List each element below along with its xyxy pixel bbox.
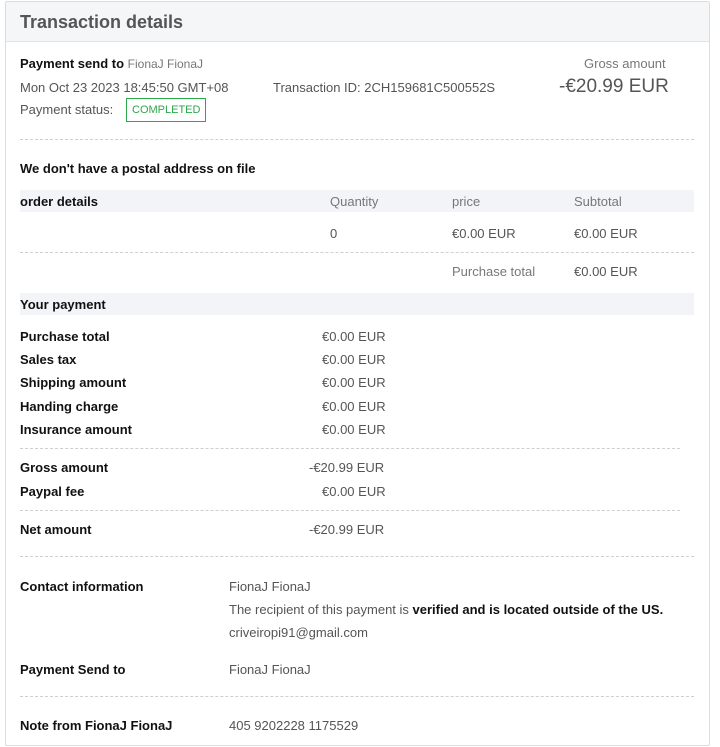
divider <box>20 510 680 511</box>
note-value: 405 9202228 1175529 <box>229 718 359 733</box>
payment-line-value: €0.00 EUR <box>322 352 386 367</box>
column-subtotal: Subtotal <box>574 194 622 209</box>
payment-send-to-line <box>20 56 203 71</box>
divider <box>20 139 694 140</box>
payment-line-label: Insurance amount <box>20 422 132 437</box>
divider <box>20 448 680 449</box>
payment-status-label: Payment status: <box>20 102 114 117</box>
gross-amount-label: Gross amount <box>584 56 666 71</box>
gross-amount-row-label: Gross amount <box>20 460 109 475</box>
order-subtotal: €0.00 EUR <box>574 226 638 241</box>
paypal-fee-value: €0.00 EUR <box>322 484 386 499</box>
transaction-datetime: Mon Oct 23 2023 18:45:50 GMT+08 <box>20 80 229 95</box>
transaction-id: Transaction ID: 2CH159681C500552S <box>273 80 496 95</box>
payment-line-value: €0.00 EUR <box>322 422 386 437</box>
gross-amount-value: -€20.99 EUR <box>559 76 669 97</box>
payment-send-to-label: Payment Send to <box>20 662 126 677</box>
paypal-fee-label: Paypal fee <box>20 484 85 499</box>
postal-notice: We don't have a postal address on file <box>20 161 256 176</box>
status-badge: COMPLETED <box>126 98 206 122</box>
payment-line-label: Shipping amount <box>20 375 127 390</box>
column-order-details: order details <box>20 194 99 209</box>
verification-bold-text: verified and is located outside of the US. <box>412 602 664 617</box>
purchase-total-label: Purchase total <box>452 264 536 279</box>
payment-line-label: Purchase total <box>20 329 110 344</box>
column-quantity: Quantity <box>330 194 379 209</box>
card-title: Transaction details <box>6 2 709 42</box>
column-price: price <box>452 194 481 209</box>
divider <box>20 252 694 253</box>
net-amount-label: Net amount <box>20 522 92 537</box>
payment-send-to-value: FionaJ FionaJ <box>229 662 311 677</box>
verification-text: The recipient of this payment is <box>229 602 413 617</box>
your-payment-title: Your payment <box>20 297 106 312</box>
gross-amount-row-value: -€20.99 EUR <box>309 460 385 475</box>
note-label: Note from FionaJ FionaJ <box>20 718 173 733</box>
send-to-name: FionaJ FionaJ <box>127 57 204 71</box>
divider <box>20 696 694 697</box>
divider <box>20 556 694 557</box>
verification-notice <box>229 602 663 617</box>
contact-email[interactable]: criveiropi91@gmail.com <box>229 625 368 640</box>
order-quantity: 0 <box>330 226 338 241</box>
net-amount-value: -€20.99 EUR <box>309 522 385 537</box>
payment-line-value: €0.00 EUR <box>322 399 386 414</box>
purchase-total-value: €0.00 EUR <box>574 264 638 279</box>
your-payment-header <box>20 293 694 315</box>
contact-information-label: Contact information <box>20 579 144 594</box>
order-price: €0.00 EUR <box>452 226 516 241</box>
transaction-details-card <box>5 1 710 746</box>
contact-name: FionaJ FionaJ <box>229 579 311 594</box>
payment-line-label: Sales tax <box>20 352 77 367</box>
payment-line-label: Handing charge <box>20 399 119 414</box>
payment-line-value: €0.00 EUR <box>322 375 386 390</box>
send-to-label: Payment send to <box>20 56 125 71</box>
payment-line-value: €0.00 EUR <box>322 329 386 344</box>
